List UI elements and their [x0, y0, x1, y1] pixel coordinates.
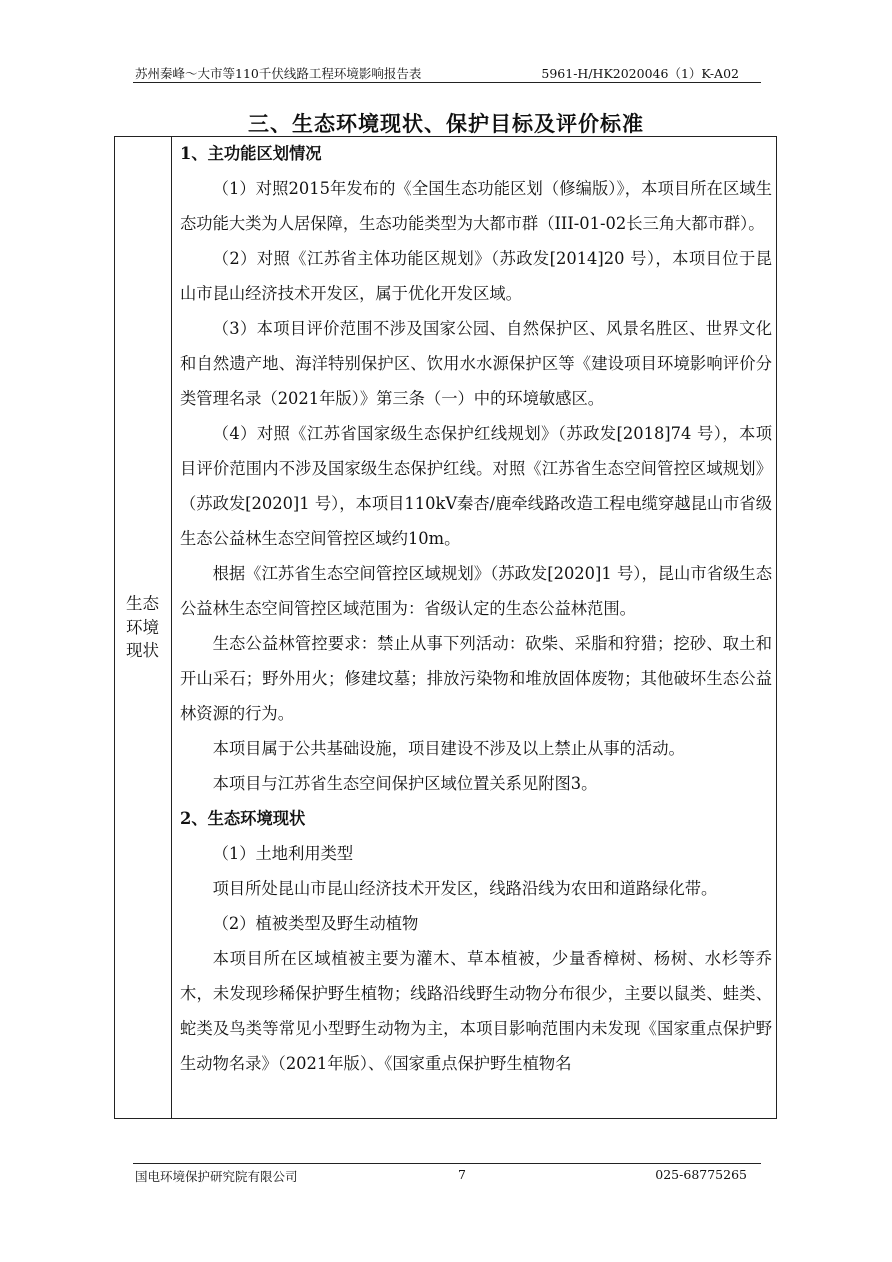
table-column-divider: [171, 137, 172, 1118]
subheading-1: （1）土地利用类型: [212, 844, 354, 863]
row-header-line-1: 生态: [126, 594, 159, 613]
row-header-line-3: 现状: [126, 641, 159, 660]
paragraph-10: 本项目所在区域植被主要为灌木、草本植被，少量香樟树、杨树、水杉等乔木，未发现珍稀保护野生植物；线路沿线野生动物分布很少，主要以鼠类、蛙类、蛇类及鸟类等常见小型野生动物为主，本项目影响范围内未发现《国家重点保护野生动物名录》（2021年版）、《国家重点保护野生植物名: [180, 949, 772, 1073]
row-header-cell: [114, 592, 171, 663]
paragraph-6: 生态公益林管控要求：禁止从事下列活动：砍柴、采脂和狩猎；挖砂、取土和开山采石；野外用火；修建坟墓；排放污染物和堆放固体废物；其他破坏生态公益林资源的行为。: [180, 634, 772, 723]
row-header-line-2: 环境: [126, 617, 159, 637]
footer-organization: 国电环境保护研究院有限公司: [135, 1169, 298, 1184]
subheading-2: （2）植被类型及野生动植物: [212, 914, 419, 933]
paragraph-5: 根据《江苏省生态空间管控区域规划》（苏政发[2020]1 号），昆山市省级生态公益林生态空间管控区域范围为：省级认定的生态公益林范围。: [180, 564, 772, 618]
paragraph-1: （1）对照2015年发布的《全国生态功能区划（修编版）》，本项目所在区域生态功能大类为人居保障，生态功能类型为大都市群（III-01-02长三角大都市群）。: [180, 179, 772, 233]
section-title: 三、生态环境现状、保护目标及评价标准: [248, 111, 644, 136]
section-heading-2: 2、生态环境现状: [180, 809, 306, 828]
paragraph-8: 本项目与江苏省生态空间保护区域位置关系见附图3。: [212, 774, 598, 793]
paragraph-3: （3）本项目评价范围不涉及国家公园、自然保护区、风景名胜区、世界文化和自然遗产地、海洋特别保护区、饮用水水源保护区等《建设项目环境影响评价分类管理名录（2021年版）》第三条（一）中的环境敏感区。: [180, 319, 772, 408]
page-header: [133, 64, 761, 83]
paragraph-7: 本项目属于公共基础设施，项目建设不涉及以上禁止从事的活动。: [212, 739, 685, 758]
paragraph-4: （4）对照《江苏省国家级生态保护红线规划》（苏政发[2018]74 号），本项目评价范围内不涉及国家级生态保护红线。对照《江苏省生态空间管控区域规划》（苏政发[2020]1 号），本项目110kV秦杏/鹿牵线路改造工程电缆穿越昆山市省级生态公益林生态空间管控区域约10m。: [180, 424, 772, 548]
page-footer: [133, 1163, 761, 1184]
footer-phone: 025-68775265: [655, 1167, 747, 1182]
paragraph-2: （2）对照《江苏省主体功能区规划》（苏政发[2014]20 号），本项目位于昆山市昆山经济技术开发区，属于优化开发区域。: [180, 249, 772, 303]
footer-page-number: 7: [458, 1167, 466, 1182]
header-document-title: 苏州秦峰～大市等110千伏线路工程环境影响报告表: [135, 66, 422, 81]
paragraph-9: 项目所处昆山市昆山经济技术开发区，线路沿线为农田和道路绿化带。: [212, 879, 718, 898]
content-cell: [180, 136, 772, 1081]
header-document-code: 5961-H/HK2020046（1）K-A02: [541, 66, 739, 81]
section-heading-1: 1、主功能区划情况: [180, 144, 322, 163]
